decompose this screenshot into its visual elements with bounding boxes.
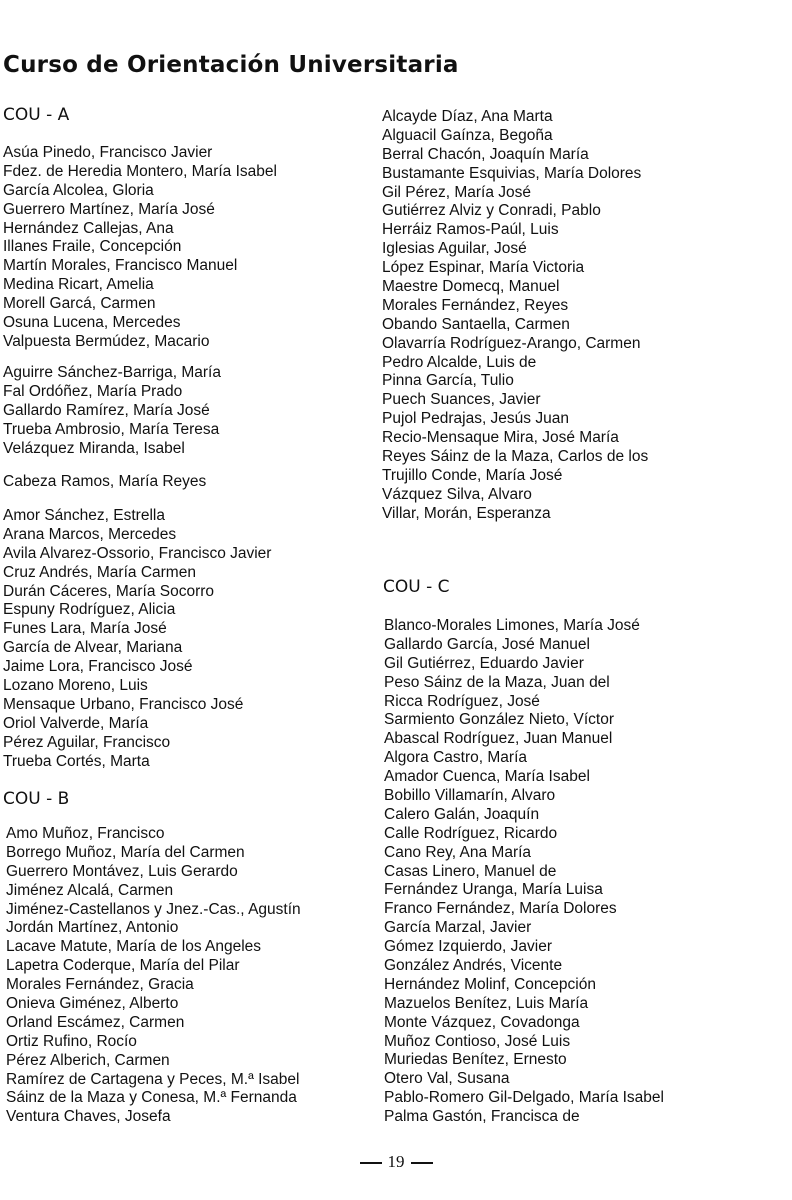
list-item: Villar, Morán, Esperanza	[382, 504, 551, 522]
name-list	[382, 108, 648, 524]
list-item: Durán Cáceres, María Socorro	[3, 582, 215, 600]
list-item: Pérez Aguilar, Francisco	[3, 733, 171, 751]
list-item: Osuna Lucena, Mercedes	[3, 314, 181, 332]
list-item: Muñoz Contioso, José Luis	[384, 1032, 571, 1050]
list-item: Gil Gutiérrez, Eduardo Javier	[384, 654, 584, 672]
list-item: Otero Val, Susana	[384, 1070, 510, 1088]
list-item: Illanes Fraile, Concepción	[3, 238, 182, 256]
list-item: Lozano Moreno, Luis	[3, 677, 148, 695]
list-item: Hernández Molinf, Concepción	[384, 975, 596, 993]
section-heading-cou-a: COU - A	[3, 105, 70, 125]
folio-dash	[360, 1162, 382, 1164]
name-list	[6, 825, 301, 1127]
list-item: Borrego Muñoz, María del Carmen	[6, 843, 245, 861]
list-item: Obando Santaella, Carmen	[382, 315, 570, 333]
name-list	[3, 364, 221, 458]
list-item: Ventura Chaves, Josefa	[6, 1108, 171, 1126]
list-item: Jordán Martínez, Antonio	[6, 919, 179, 937]
list-item: Martín Morales, Francisco Manuel	[3, 257, 238, 275]
list-item: Trueba Ambrosio, María Teresa	[3, 420, 220, 438]
list-item: Calero Galán, Joaquín	[384, 805, 540, 823]
list-item: Gallardo García, José Manuel	[384, 635, 590, 653]
list-item: Casas Linero, Manuel de	[384, 862, 557, 880]
list-item: Bustamante Esquivias, María Dolores	[382, 164, 642, 182]
list-item: Olavarría Rodríguez-Arango, Carmen	[382, 334, 641, 352]
list-item: Alcayde Díaz, Ana Marta	[382, 108, 553, 125]
list-item: Franco Fernández, María Dolores	[384, 900, 617, 918]
list-item: Guerrero Montávez, Luis Gerardo	[6, 862, 238, 880]
list-item: Morales Fernández, Gracia	[6, 976, 194, 994]
list-item: Abascal Rodríguez, Juan Manuel	[384, 730, 613, 748]
list-item: García Alcolea, Gloria	[3, 181, 154, 199]
list-item: Ramírez de Cartagena y Peces, M.ª Isabel	[6, 1070, 300, 1088]
list-item: Pedro Alcalde, Luis de	[382, 353, 537, 371]
list-item: Trueba Cortés, Marta	[3, 752, 150, 770]
list-item: Morell Garcá, Carmen	[3, 295, 156, 313]
list-item: Pablo-Romero Gil-Delgado, María Isabel	[384, 1089, 664, 1107]
list-item: Fernández Uranga, María Luisa	[384, 881, 603, 899]
page-folio	[0, 1152, 792, 1172]
list-item: Cabeza Ramos, María Reyes	[3, 473, 207, 490]
list-item: Berral Chacón, Joaquín María	[382, 145, 589, 163]
list-item: Mazuelos Benítez, Luis María	[384, 994, 589, 1012]
list-item: Orland Escámez, Carmen	[6, 1013, 185, 1031]
list-item: Jaime Lora, Francisco José	[3, 658, 193, 676]
list-item: González Andrés, Vicente	[384, 957, 563, 975]
list-item: Oriol Valverde, María	[3, 714, 149, 732]
list-item: Amo Muñoz, Francisco	[6, 825, 165, 842]
page-number: 19	[387, 1152, 405, 1171]
list-item: Cruz Andrés, María Carmen	[3, 563, 196, 581]
list-item: Gómez Izquierdo, Javier	[384, 938, 552, 956]
list-item: García de Alvear, Mariana	[3, 639, 183, 657]
page-title: Curso de Orientación Universitaria	[3, 52, 459, 78]
list-item: Morales Fernández, Reyes	[382, 296, 569, 314]
list-item: Ortiz Rufino, Rocío	[6, 1032, 137, 1050]
list-item: Recio-Mensaque Mira, José María	[382, 429, 619, 447]
list-item: Lacave Matute, María de los Angeles	[6, 938, 262, 956]
list-item: Aguirre Sánchez-Barriga, María	[3, 364, 221, 381]
list-item: Herráiz Ramos-Paúl, Luis	[382, 221, 559, 239]
list-item: Pérez Alberich, Carmen	[6, 1051, 170, 1069]
list-item: Calle Rodríguez, Ricardo	[384, 824, 558, 842]
list-item: Jiménez-Castellanos y Jnez.-Cas., Agustín	[6, 900, 301, 918]
folio-dash	[411, 1162, 433, 1164]
list-item: Algora Castro, María	[384, 749, 527, 767]
list-item: Fal Ordóñez, María Prado	[3, 382, 183, 400]
list-item: Avila Alvarez-Ossorio, Francisco Javier	[3, 544, 272, 562]
list-item: Peso Sáinz de la Maza, Juan del	[384, 673, 610, 691]
list-item: Cano Rey, Ana María	[384, 843, 532, 861]
list-item: Gil Pérez, María José	[382, 183, 532, 201]
list-item: Medina Ricart, Amelia	[3, 276, 154, 294]
list-item: Hernández Callejas, Ana	[3, 219, 174, 237]
list-item: Iglesias Aguilar, José	[382, 240, 527, 258]
name-list	[3, 473, 206, 492]
list-item: Bobillo Villamarín, Alvaro	[384, 787, 556, 805]
list-item: Sáinz de la Maza y Conesa, M.ª Fernanda	[6, 1089, 297, 1107]
list-item: Maestre Domecq, Manuel	[382, 278, 560, 296]
list-item: Valpuesta Bermúdez, Macario	[3, 332, 210, 350]
list-item: Muriedas Benítez, Ernesto	[384, 1051, 567, 1069]
section-heading-cou-b: COU - B	[3, 789, 70, 809]
list-item: Palma Gastón, Francisca de	[384, 1108, 580, 1126]
list-item: Trujillo Conde, María José	[382, 466, 563, 484]
name-list	[384, 617, 664, 1127]
list-item: Monte Vázquez, Covadonga	[384, 1013, 580, 1031]
list-item: Pujol Pedrajas, Jesús Juan	[382, 410, 569, 428]
list-item: Ricca Rodríguez, José	[384, 692, 540, 710]
list-item: Jiménez Alcalá, Carmen	[6, 881, 174, 899]
list-item: Amor Sánchez, Estrella	[3, 507, 165, 524]
list-item: Alguacil Gaínza, Begoña	[382, 126, 553, 144]
list-item: Velázquez Miranda, Isabel	[3, 439, 185, 457]
list-item: Gutiérrez Alviz y Conradi, Pablo	[382, 202, 601, 220]
list-item: López Espinar, María Victoria	[382, 259, 585, 277]
list-item: Gallardo Ramírez, María José	[3, 401, 210, 419]
list-item: Funes Lara, María José	[3, 620, 167, 638]
list-item: Arana Marcos, Mercedes	[3, 525, 177, 543]
name-list	[3, 507, 271, 771]
list-item: Amador Cuenca, María Isabel	[384, 768, 590, 786]
name-list	[3, 144, 277, 352]
list-item: Vázquez Silva, Alvaro	[382, 485, 532, 503]
list-item: Onieva Giménez, Alberto	[6, 995, 179, 1013]
section-heading-cou-c: COU - C	[383, 577, 450, 597]
list-item: García Marzal, Javier	[384, 919, 532, 937]
list-item: Pinna García, Tulio	[382, 372, 514, 390]
list-item: Lapetra Coderque, María del Pilar	[6, 957, 240, 975]
list-item: Espuny Rodríguez, Alicia	[3, 601, 176, 619]
list-item: Mensaque Urbano, Francisco José	[3, 695, 244, 713]
list-item: Fdez. de Heredia Montero, María Isabel	[3, 162, 277, 180]
list-item: Puech Suances, Javier	[382, 391, 541, 409]
list-item: Blanco-Morales Limones, María José	[384, 617, 640, 634]
list-item: Asúa Pinedo, Francisco Javier	[3, 144, 213, 161]
list-item: Sarmiento González Nieto, Víctor	[384, 711, 615, 729]
list-item: Reyes Sáinz de la Maza, Carlos de los	[382, 448, 649, 466]
list-item: Guerrero Martínez, María José	[3, 200, 215, 218]
